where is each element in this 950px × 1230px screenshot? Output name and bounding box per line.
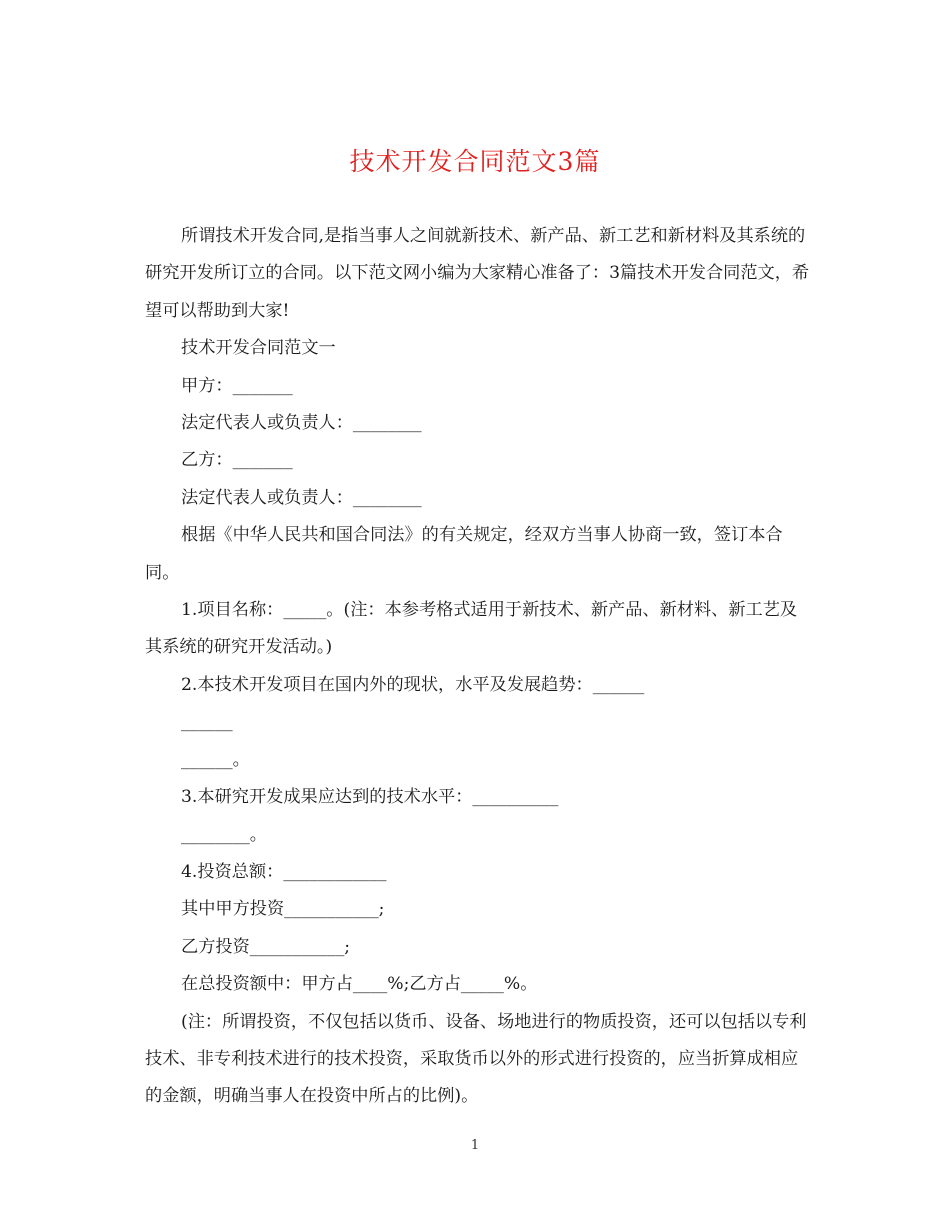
investment-share-line: 在总投资额中：甲方占____%;乙方占_____%。 bbox=[181, 974, 538, 995]
clause-2-blank-line-end: ______。 bbox=[181, 749, 250, 770]
party-b-representative-line: 法定代表人或负责人：________ bbox=[181, 487, 422, 508]
party-b-line: 乙方：_______ bbox=[181, 450, 293, 471]
party-b-investment-line: 乙方投资___________; bbox=[181, 936, 351, 957]
clause-2-paragraph: 2.本技术开发项目在国内外的现状，水平及发展趋势：______ bbox=[181, 674, 645, 695]
clause-4-paragraph: 4.投资总额：____________ bbox=[181, 861, 387, 882]
document-title: 技术开发合同范文3篇 bbox=[349, 147, 601, 176]
page-number: 1 bbox=[470, 1138, 480, 1153]
party-a-investment-line: 其中甲方投资___________; bbox=[181, 899, 385, 920]
clause-1-paragraph: 1.项目名称：_____。(注：本参考格式适用于新技术、新产品、新材料、新工艺及其系统的研究开发活动。) bbox=[145, 600, 798, 658]
document-body bbox=[145, 218, 810, 1116]
intro-paragraph: 所谓技术开发合同,是指当事人之间就新技术、新产品、新工艺和新材料及其系统的研究开发所订立的合同。以下范文网小编为大家精心准备了：3篇技术开发合同范文，希望可以帮助到大家! bbox=[145, 226, 810, 321]
party-a-representative-line: 法定代表人或负责人：________ bbox=[181, 413, 422, 434]
clause-3-paragraph: 3.本研究开发成果应达到的技术水平：__________ bbox=[181, 787, 559, 808]
clause-3-blank-line: ________。 bbox=[181, 824, 267, 845]
clause-2-blank-line: ______ bbox=[181, 712, 233, 733]
section-heading: 技术开发合同范文一 bbox=[181, 338, 336, 359]
party-a-line: 甲方：_______ bbox=[181, 375, 293, 396]
investment-note-paragraph: (注：所谓投资，不仅包括以货币、设备、场地进行的物质投资，还可以包括以专利技术、非专利技术进行的技术投资，采取货币以外的形式进行投资的，应当折算成相应的金额，明确当事人在投资中所占的比例)。 bbox=[145, 1011, 807, 1107]
legal-basis-paragraph: 根据《中华人民共和国合同法》的有关规定，经双方当事人协商一致，签订本合同。 bbox=[145, 525, 783, 583]
